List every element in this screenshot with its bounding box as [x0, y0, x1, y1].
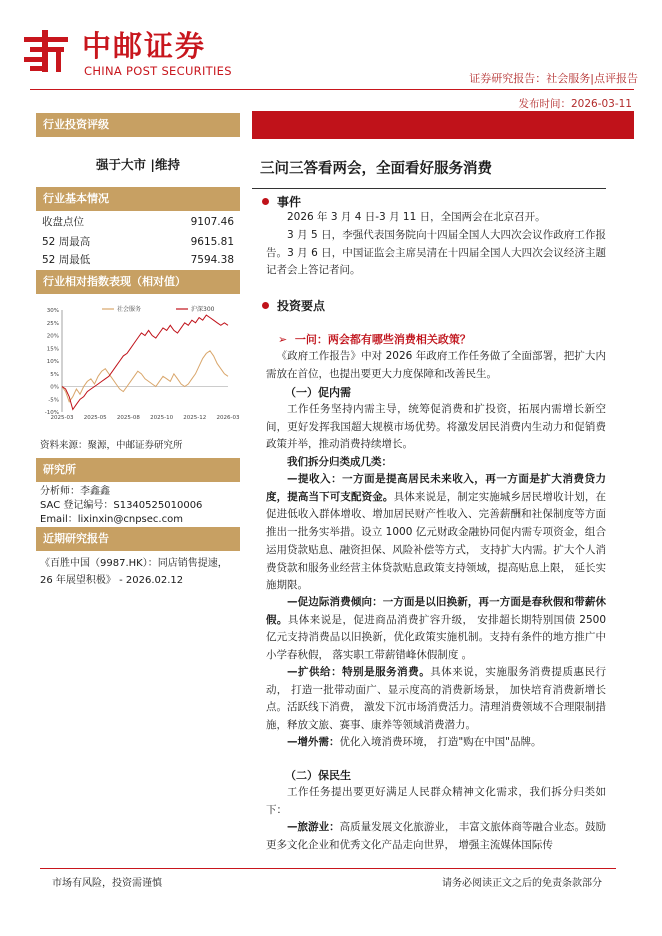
- inbound-paragraph: [266, 734, 606, 752]
- tourism-detail: 高质量发展文化旅游业， 丰富文旅体商等融合业态。鼓励更多文化企业和优秀文化产品走向世界， 增强主流媒体国际传: [266, 821, 606, 851]
- recent-reports-header: 近期研究报告: [36, 527, 240, 551]
- legend-label: 沪深300: [191, 306, 215, 313]
- promote-lead: —促边际消费倾向：一方面是以旧换新，再一方面是春秋假和带薪休假。: [266, 596, 606, 626]
- stat-value: 9615.81: [190, 236, 234, 248]
- stat-value: 7594.38: [190, 254, 234, 266]
- recent-report-line2[interactable]: 26 年展望积极》 - 2026.02.12: [40, 575, 184, 586]
- analyst-name: 分析师：李鑫鑫: [40, 486, 110, 497]
- arrow-right-icon: ➢: [278, 333, 288, 346]
- income-detail: 具体来说是，制定实施城乡居民增收计划，在促进低收入群体增收、增加居民财产性收入、完善薪酬和社保制度等方面推出一批务实举措。设立 1000 亿元财政金融协同促内需专项资金，组合运用贷款贴息、融资担保、风险补偿等方式， 支持扩大内需。扩大个人消费贷款和服务业经营主体贷款贴息政策支持领域，提高贴息上限， 延长实施期限。: [266, 490, 607, 592]
- title-banner: [252, 111, 634, 139]
- y-tick-label: 20%: [46, 333, 59, 340]
- promote-paragraph: [266, 594, 606, 665]
- bullet-dot-icon: [262, 198, 269, 205]
- event-paragraph-2: 3 月 5 日，李强代表国务院向十四届全国人大四次会议作政府工作报告。3 月 6 日，中国证监会主席吴清在十四届全国人大四次会议经济主题记者会上答记者问。: [266, 229, 606, 277]
- risk-warning: 市场有风险，投资需谨慎: [52, 878, 162, 889]
- report-type: 证券研究报告：社会服务|点评报告: [469, 72, 638, 85]
- category-summary-text: 我们拆分归类成几类：: [287, 456, 392, 468]
- stat-value: 9107.46: [190, 216, 234, 228]
- event-heading-text: 事件: [277, 195, 302, 209]
- x-tick-label: 2025-05: [83, 415, 107, 421]
- y-tick-label: 0%: [50, 384, 59, 391]
- industry-rating: 强于大市 |维持: [96, 157, 180, 172]
- x-tick-label: 2025-03: [50, 415, 74, 421]
- footer-divider: [40, 868, 616, 869]
- series-line: [62, 351, 228, 402]
- bullet-dot-icon: [262, 302, 269, 309]
- page-title: 三问三答看两会，全面看好服务消费: [260, 161, 492, 177]
- publish-date: 发布时间：2026-03-11: [518, 98, 632, 110]
- points-heading-text: 投资要点: [277, 299, 326, 313]
- category-summary: [266, 454, 606, 472]
- stat-label: 52 周最高: [42, 236, 91, 248]
- livelihood-paragraph: 工作任务提出要更好满足人民群众精神文化需求，我们拆分归类如下：: [266, 786, 606, 816]
- inbound-lead: —增外需：: [287, 736, 340, 748]
- legend-label: 社会服务: [117, 306, 142, 313]
- relative-performance-chart: [36, 300, 240, 422]
- basics-section-header: 行业基本情况: [36, 187, 240, 211]
- performance-section-header: 行业相对指数表现（相对值）: [36, 270, 240, 294]
- china-post-logo-icon: [22, 28, 72, 74]
- income-lead: —提收入：一方面是提高居民未来收入，再一方面是扩大消费贷力度，提高当下可支配资金。: [266, 473, 606, 503]
- disclaimer-note: 请务必阅读正文之后的免责条款部分: [442, 878, 602, 889]
- analyst-email[interactable]: Email：lixinxin@cnpsec.com: [40, 514, 183, 525]
- supply-detail: 具体来说，实施服务消费提质惠民行动， 打造一批带动面广、显示度高的消费新场景， 加快培育消费新增长点。活跃线下消费， 激发下沉市场消费活力。清理消费领域不合理限制措施，释放文旅、赛事、康养等领域消费潜力。: [266, 666, 607, 732]
- y-tick-label: 25%: [46, 320, 59, 327]
- x-tick-label: 2025-10: [150, 415, 174, 421]
- tourism-paragraph: [266, 819, 606, 854]
- stats-row: [42, 213, 234, 231]
- recent-report-line1[interactable]: 《百胜中国（9987.HK）：同店销售提速，: [40, 558, 228, 569]
- x-tick-label: 2025-08: [116, 415, 140, 421]
- x-tick-label: 2026-03: [216, 415, 240, 421]
- question-1-text: 一问：两会都有哪些消费相关政策？: [294, 333, 471, 346]
- promote-detail: 具体来说是，促进商品消费扩容升级， 安排超长期特别国债 2500 亿元支持消费品以旧换新，优化政策实施机制。支持有条件的地方推广中小学春秋假， 落实职工带薪错峰休假制度 。: [266, 613, 606, 662]
- y-tick-label: 30%: [46, 308, 59, 314]
- income-paragraph: [266, 471, 606, 595]
- header-divider: [30, 89, 634, 90]
- analyst-section-header: 研究所: [36, 458, 240, 482]
- points-heading: [262, 297, 325, 314]
- chart-source: 资料来源：聚源，中邮证券研究所: [40, 440, 183, 451]
- y-tick-label: 15%: [46, 346, 59, 353]
- subheading-livelihood: （二）保民生: [285, 769, 351, 782]
- domestic-demand-paragraph: 工作任务坚持内需主导，统筹促消费和扩投资，拓展内需增长新空间，更好发挥我国超大规模市场优势。将激发居民消费内生动力和促销费政策并举，推动消费持续增长。: [266, 403, 606, 451]
- stats-row: [42, 233, 234, 251]
- y-tick-label: 5%: [50, 371, 59, 378]
- question-1: [278, 331, 471, 347]
- stats-row: [42, 251, 234, 269]
- tourism-lead: —旅游业：: [287, 821, 340, 833]
- title-divider: [252, 188, 606, 189]
- event-paragraph-1: 2026 年 3 月 4 日-3 月 11 日，全国两会在北京召开。: [287, 211, 546, 223]
- brand-name-cn: 中邮证券: [82, 29, 207, 63]
- y-tick-label: -5%: [48, 397, 59, 404]
- inbound-detail: 优化入境消费环境， 打造"购在中国"品牌。: [339, 736, 542, 748]
- intro-paragraph: 《政府工作报告》中对 2026 年政府工作任务做了全面部署，把扩大内需放在首位，也提出要更大力度保障和改善民生。: [266, 350, 606, 380]
- rating-section-header: 行业投资评级: [36, 113, 240, 137]
- analyst-sac: SAC 登记编号：S1340525010006: [40, 500, 203, 511]
- supply-lead: —扩供给：特别是服务消费。: [287, 666, 431, 678]
- subheading-domestic-demand: （一）促内需: [285, 386, 351, 399]
- series-line: [62, 315, 228, 409]
- y-tick-label: -10%: [44, 410, 59, 416]
- x-tick-label: 2025-12: [183, 415, 207, 421]
- supply-paragraph: [266, 664, 606, 735]
- stat-label: 收盘点位: [42, 216, 84, 228]
- event-heading: [262, 193, 301, 210]
- stat-label: 52 周最低: [42, 254, 91, 266]
- y-tick-label: 10%: [46, 359, 59, 365]
- brand-name-en: CHINA POST SECURITIES: [84, 64, 232, 78]
